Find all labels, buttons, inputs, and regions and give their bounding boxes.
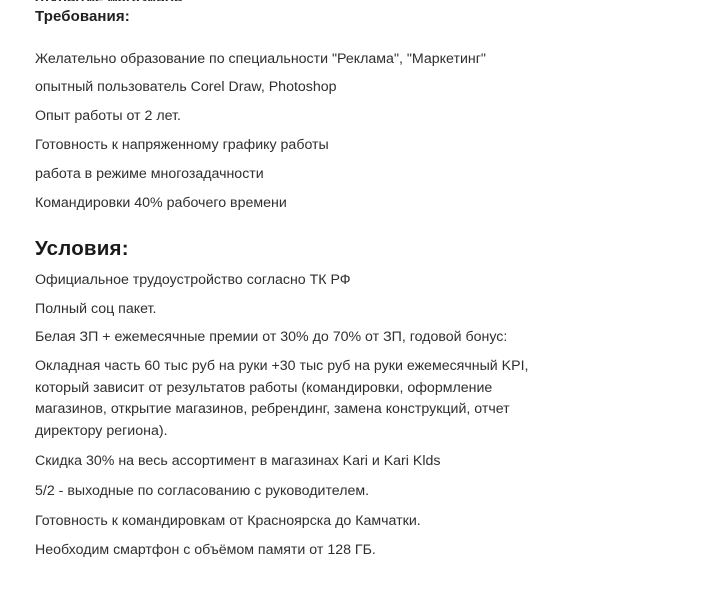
requirement-item-4: Готовность к напряженному графику работы: [35, 137, 329, 153]
section-heading-conditions: Условия:: [35, 237, 129, 260]
clipped-top-line: [35, 0, 187, 1]
condition-item-7: Необходим смартфон с объёмом памяти от 128 ГБ.: [35, 542, 376, 558]
requirement-item-1: Желательно образование по специальности "Реклама", "Маркетинг": [35, 51, 486, 67]
condition-item-6: Готовность к командировкам от Красноярска до Камчатки.: [35, 513, 421, 529]
requirement-item-3: Опыт работы от 2 лет.: [35, 108, 181, 124]
paragraph-line-3: магазинов, открытие магазинов, ребрендинг, замена конструкций, отчет: [35, 401, 510, 417]
condition-salary-paragraph: [35, 356, 635, 442]
condition-item-3: Белая ЗП + ежемесячные премии от 30% до 70% от ЗП, годовой бонус:: [35, 329, 508, 345]
paragraph-line-1: Окладная часть 60 тыс руб на руки +30 тыс руб на руки ежемесячный KPI,: [35, 358, 529, 374]
requirement-item-2: опытный пользователь Corel Draw, Photoshop: [35, 79, 337, 95]
section-heading-requirements: Требования:: [35, 8, 130, 25]
condition-item-5: 5/2 - выходные по согласованию с руководителем.: [35, 483, 370, 499]
condition-item-1: Официальное трудоустройство согласно ТК РФ: [35, 272, 351, 288]
condition-item-2: Полный соц пакет.: [35, 301, 157, 317]
requirement-item-5: работа в режиме многозадачности: [35, 166, 264, 182]
paragraph-line-2: который зависит от результатов работы (командировки, оформление: [35, 379, 493, 396]
requirement-item-6: Командировки 40% рабочего времени: [35, 195, 287, 211]
condition-item-4: Скидка 30% на весь ассортимент в магазинах Kari и Kari Klds: [35, 453, 441, 469]
paragraph-line-4: директору региона).: [35, 422, 168, 439]
